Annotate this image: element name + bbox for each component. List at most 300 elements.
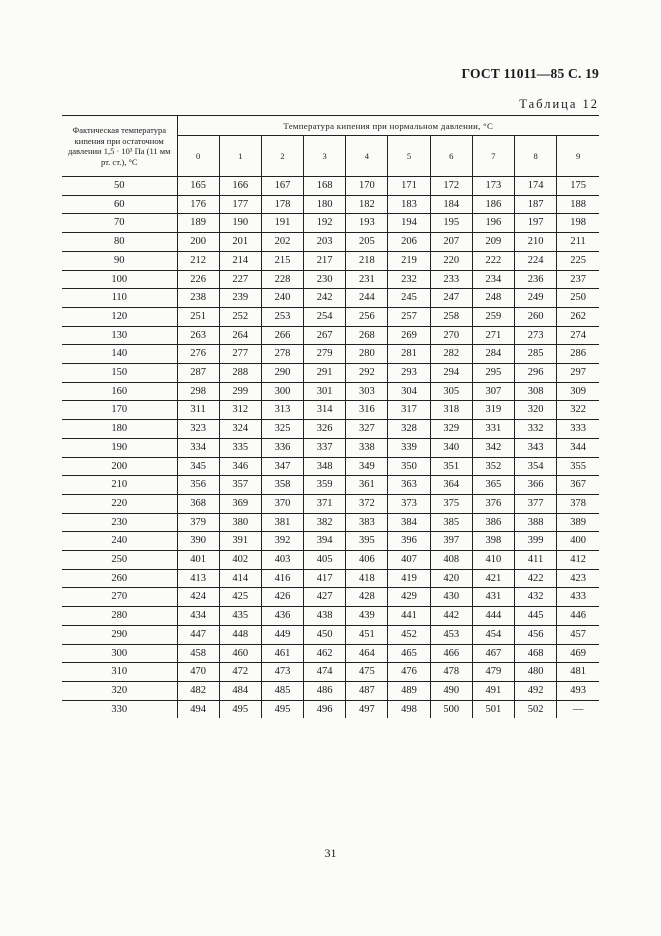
table-cell: 468: [515, 644, 557, 663]
table-cell: 296: [515, 364, 557, 383]
table-cell: 399: [515, 532, 557, 551]
table-cell: 381: [261, 513, 303, 532]
table-cell: 301: [304, 382, 346, 401]
table-cell: 237: [557, 270, 599, 289]
table-cell: 184: [430, 195, 472, 214]
table-cell: 187: [515, 195, 557, 214]
table-cell: 377: [515, 494, 557, 513]
table-cell: 248: [472, 289, 514, 308]
table-cell: 234: [472, 270, 514, 289]
table-cell: 431: [472, 588, 514, 607]
table-cell: 239: [219, 289, 261, 308]
table-cell: 307: [472, 382, 514, 401]
table-cell: 168: [304, 177, 346, 196]
table-cell: 166: [219, 177, 261, 196]
table-cell: 474: [304, 663, 346, 682]
table-cell: 206: [388, 233, 430, 252]
table-cell: 257: [388, 307, 430, 326]
table-cell: 268: [346, 326, 388, 345]
table-cell: 167: [261, 177, 303, 196]
row-temperature-label: 60: [62, 195, 177, 214]
table-cell: 389: [557, 513, 599, 532]
row-temperature-label: 80: [62, 233, 177, 252]
table-cell: 452: [388, 625, 430, 644]
group-column-header: Температура кипения при нормальном давлении, °С: [177, 116, 599, 136]
table-cell: 451: [346, 625, 388, 644]
table-cell: 403: [261, 551, 303, 570]
table-row: [62, 326, 599, 345]
table-cell: 294: [430, 364, 472, 383]
table-cell: 350: [388, 457, 430, 476]
table-cell: 203: [304, 233, 346, 252]
table-cell: 439: [346, 607, 388, 626]
table-row: [62, 700, 599, 718]
table-cell: 329: [430, 420, 472, 439]
column-header-3: 3: [304, 136, 346, 177]
table-cell: 320: [515, 401, 557, 420]
table-cell: 313: [261, 401, 303, 420]
table-cell: 405: [304, 551, 346, 570]
table-cell: 361: [346, 476, 388, 495]
table-cell: 494: [177, 700, 219, 718]
row-temperature-label: 250: [62, 551, 177, 570]
table-cell: 493: [557, 681, 599, 700]
table-row: [62, 588, 599, 607]
table-cell: 355: [557, 457, 599, 476]
table-cell: 297: [557, 364, 599, 383]
table-cell: 222: [472, 251, 514, 270]
table-cell: 198: [557, 214, 599, 233]
table-cell: 478: [430, 663, 472, 682]
table-cell: 371: [304, 494, 346, 513]
table-cell: 475: [346, 663, 388, 682]
table-row: [62, 420, 599, 439]
table-cell: 334: [177, 438, 219, 457]
table-cell: 481: [557, 663, 599, 682]
table-cell: 316: [346, 401, 388, 420]
table-cell: 192: [304, 214, 346, 233]
table-cell: 176: [177, 195, 219, 214]
table-cell: 424: [177, 588, 219, 607]
table-cell: 247: [430, 289, 472, 308]
table-cell: 175: [557, 177, 599, 196]
column-header-2: 2: [261, 136, 303, 177]
table-cell: 417: [304, 569, 346, 588]
table-cell: 495: [219, 700, 261, 718]
table-cell: 425: [219, 588, 261, 607]
table-cell: 207: [430, 233, 472, 252]
table-cell: 325: [261, 420, 303, 439]
table-cell: 369: [219, 494, 261, 513]
table-cell: 357: [219, 476, 261, 495]
table-cell: 428: [346, 588, 388, 607]
row-temperature-label: 190: [62, 438, 177, 457]
table-cell: 445: [515, 607, 557, 626]
table-cell: 264: [219, 326, 261, 345]
table-cell: 489: [388, 681, 430, 700]
row-temperature-label: 170: [62, 401, 177, 420]
table-cell: 391: [219, 532, 261, 551]
table-cell: 491: [472, 681, 514, 700]
table-cell: 271: [472, 326, 514, 345]
table-cell: 258: [430, 307, 472, 326]
table-cell: 366: [515, 476, 557, 495]
table-cell: 400: [557, 532, 599, 551]
table-cell: 497: [346, 700, 388, 718]
table-cell: 408: [430, 551, 472, 570]
row-temperature-label: 200: [62, 457, 177, 476]
table-cell: 279: [304, 345, 346, 364]
table-cell: 453: [430, 625, 472, 644]
column-header-9: 9: [557, 136, 599, 177]
table-cell: 276: [177, 345, 219, 364]
table-cell: 317: [388, 401, 430, 420]
table-cell: 298: [177, 382, 219, 401]
table-cell: 322: [557, 401, 599, 420]
table-row: [62, 401, 599, 420]
table-cell: 285: [515, 345, 557, 364]
table-cell: 396: [388, 532, 430, 551]
table-cell: 465: [388, 644, 430, 663]
table-cell: 228: [261, 270, 303, 289]
table-cell: 402: [219, 551, 261, 570]
table-row: [62, 644, 599, 663]
table-cell: 251: [177, 307, 219, 326]
table-cell: 476: [388, 663, 430, 682]
table-cell: 299: [219, 382, 261, 401]
table-cell: 426: [261, 588, 303, 607]
table-cell: 416: [261, 569, 303, 588]
table-cell: 448: [219, 625, 261, 644]
table-cell: 447: [177, 625, 219, 644]
row-temperature-label: 260: [62, 569, 177, 588]
table-cell: 173: [472, 177, 514, 196]
table-cell: 339: [388, 438, 430, 457]
table-cell: 287: [177, 364, 219, 383]
table-row: [62, 513, 599, 532]
row-temperature-label: 180: [62, 420, 177, 439]
table-cell: 303: [346, 382, 388, 401]
table-cell: 485: [261, 681, 303, 700]
table-cell: 384: [388, 513, 430, 532]
table-cell: 380: [219, 513, 261, 532]
table-cell: 454: [472, 625, 514, 644]
table-cell: 470: [177, 663, 219, 682]
table-cell: 462: [304, 644, 346, 663]
table-cell: 178: [261, 195, 303, 214]
table-cell: 444: [472, 607, 514, 626]
table-cell: 295: [472, 364, 514, 383]
table-cell: 434: [177, 607, 219, 626]
table-cell: 392: [261, 532, 303, 551]
table-row: [62, 364, 599, 383]
table-cell: 324: [219, 420, 261, 439]
table-cell: 390: [177, 532, 219, 551]
table-row: [62, 214, 599, 233]
table-cell: 501: [472, 700, 514, 718]
table-cell: 202: [261, 233, 303, 252]
table-cell: 282: [430, 345, 472, 364]
table-cell: 345: [177, 457, 219, 476]
table-cell: 336: [261, 438, 303, 457]
table-cell: 385: [430, 513, 472, 532]
table-cell: 458: [177, 644, 219, 663]
table-cell: 449: [261, 625, 303, 644]
table-cell: 397: [430, 532, 472, 551]
table-cell: 438: [304, 607, 346, 626]
table-cell: 460: [219, 644, 261, 663]
table-cell: 183: [388, 195, 430, 214]
table-cell: 193: [346, 214, 388, 233]
table-cell: 280: [346, 345, 388, 364]
table-row: [62, 233, 599, 252]
table-cell: 421: [472, 569, 514, 588]
table-cell: 242: [304, 289, 346, 308]
table-cell: 236: [515, 270, 557, 289]
table-cell: 293: [388, 364, 430, 383]
table-cell: 304: [388, 382, 430, 401]
table-cell: 429: [388, 588, 430, 607]
row-temperature-label: 300: [62, 644, 177, 663]
table-cell: 359: [304, 476, 346, 495]
table-cell: 422: [515, 569, 557, 588]
table-cell: 457: [557, 625, 599, 644]
table-row: [62, 307, 599, 326]
table-cell: 277: [219, 345, 261, 364]
table-cell: 461: [261, 644, 303, 663]
table-cell: 232: [388, 270, 430, 289]
table-cell: 365: [472, 476, 514, 495]
table-cell: 332: [515, 420, 557, 439]
table-cell: 435: [219, 607, 261, 626]
table-cell: 319: [472, 401, 514, 420]
table-cell: 450: [304, 625, 346, 644]
table-cell: 308: [515, 382, 557, 401]
table-body: [62, 177, 599, 719]
table-row: [62, 681, 599, 700]
table-cell: 309: [557, 382, 599, 401]
table-cell: 327: [346, 420, 388, 439]
table-cell: 209: [472, 233, 514, 252]
table-cell: 220: [430, 251, 472, 270]
table-cell: 278: [261, 345, 303, 364]
table-cell: 418: [346, 569, 388, 588]
row-temperature-label: 90: [62, 251, 177, 270]
table-cell: 388: [515, 513, 557, 532]
table-cell: 414: [219, 569, 261, 588]
table-cell: 284: [472, 345, 514, 364]
table-cell: 498: [388, 700, 430, 718]
table-cell: 500: [430, 700, 472, 718]
table-cell: 490: [430, 681, 472, 700]
table-cell: 484: [219, 681, 261, 700]
table-cell: 346: [219, 457, 261, 476]
row-temperature-label: 160: [62, 382, 177, 401]
table-cell: 269: [388, 326, 430, 345]
table-cell: 363: [388, 476, 430, 495]
table-row: [62, 625, 599, 644]
table-cell: 472: [219, 663, 261, 682]
table-cell: 340: [430, 438, 472, 457]
table-cell: 482: [177, 681, 219, 700]
table-cell: 466: [430, 644, 472, 663]
table-cell: 442: [430, 607, 472, 626]
table-row: [62, 551, 599, 570]
table-cell: 171: [388, 177, 430, 196]
row-temperature-label: 140: [62, 345, 177, 364]
table-cell: 253: [261, 307, 303, 326]
table-cell: 188: [557, 195, 599, 214]
table-cell: 502: [515, 700, 557, 718]
table-row: [62, 289, 599, 308]
table-cell: 446: [557, 607, 599, 626]
table-cell: 314: [304, 401, 346, 420]
table-cell: 419: [388, 569, 430, 588]
table-row: [62, 476, 599, 495]
table-cell: 342: [472, 438, 514, 457]
table-cell: 343: [515, 438, 557, 457]
column-header-8: 8: [515, 136, 557, 177]
row-temperature-label: 150: [62, 364, 177, 383]
table-row: [62, 438, 599, 457]
table-cell: 225: [557, 251, 599, 270]
table-cell: 469: [557, 644, 599, 663]
table-cell: 376: [472, 494, 514, 513]
table-caption: Таблица 12: [519, 97, 599, 111]
table-cell: 274: [557, 326, 599, 345]
table-cell: 348: [304, 457, 346, 476]
table-cell: 326: [304, 420, 346, 439]
column-header-5: 5: [388, 136, 430, 177]
row-temperature-label: 220: [62, 494, 177, 513]
table-cell: 401: [177, 551, 219, 570]
table-cell: 473: [261, 663, 303, 682]
table-cell: 224: [515, 251, 557, 270]
table-cell: 356: [177, 476, 219, 495]
row-temperature-label: 290: [62, 625, 177, 644]
table-cell: 394: [304, 532, 346, 551]
table-cell: 436: [261, 607, 303, 626]
row-temperature-label: 50: [62, 177, 177, 196]
table-cell: 270: [430, 326, 472, 345]
table-cell: 333: [557, 420, 599, 439]
table-cell: 395: [346, 532, 388, 551]
table-cell: 180: [304, 195, 346, 214]
table-cell: 186: [472, 195, 514, 214]
table-row: [62, 177, 599, 196]
row-temperature-label: 110: [62, 289, 177, 308]
table-cell: 196: [472, 214, 514, 233]
table-cell: 337: [304, 438, 346, 457]
table-cell: 174: [515, 177, 557, 196]
table-row: [62, 532, 599, 551]
table-row: [62, 569, 599, 588]
table-cell: 420: [430, 569, 472, 588]
table-row: [62, 270, 599, 289]
table-cell: 218: [346, 251, 388, 270]
table-row: [62, 382, 599, 401]
table-cell: 288: [219, 364, 261, 383]
table-cell: 351: [430, 457, 472, 476]
table-cell: 347: [261, 457, 303, 476]
table-cell: 263: [177, 326, 219, 345]
table-cell: 215: [261, 251, 303, 270]
table-cell: 375: [430, 494, 472, 513]
table-cell: 219: [388, 251, 430, 270]
table-cell: 230: [304, 270, 346, 289]
table-row: [62, 345, 599, 364]
table-cell: —: [572, 703, 584, 715]
row-temperature-label: 330: [62, 700, 177, 718]
table-cell: 240: [261, 289, 303, 308]
table-row: [62, 494, 599, 513]
table-cell: 349: [346, 457, 388, 476]
table-cell: 194: [388, 214, 430, 233]
table-cell: 291: [304, 364, 346, 383]
row-temperature-label: 270: [62, 588, 177, 607]
table-cell: 487: [346, 681, 388, 700]
table-row: [62, 251, 599, 270]
table-cell: 467: [472, 644, 514, 663]
table-cell: 165: [177, 177, 219, 196]
table-cell: 338: [346, 438, 388, 457]
table-cell: 290: [261, 364, 303, 383]
table-cell: 300: [261, 382, 303, 401]
table-cell: 331: [472, 420, 514, 439]
table-cell: 286: [557, 345, 599, 364]
table-cell: 382: [304, 513, 346, 532]
table-cell: 495: [261, 700, 303, 718]
table-cell: 430: [430, 588, 472, 607]
table-cell: 368: [177, 494, 219, 513]
table-cell: 352: [472, 457, 514, 476]
table-cell: 217: [304, 251, 346, 270]
table-cell: 411: [515, 551, 557, 570]
table-cell: 172: [430, 177, 472, 196]
page-number: 31: [324, 846, 337, 860]
table-cell: 191: [261, 214, 303, 233]
table-cell: 427: [304, 588, 346, 607]
table-cell: 231: [346, 270, 388, 289]
table-row: [62, 663, 599, 682]
column-header-7: 7: [472, 136, 514, 177]
table-cell: 305: [430, 382, 472, 401]
table-cell: 358: [261, 476, 303, 495]
row-temperature-label: 70: [62, 214, 177, 233]
table-cell: 238: [177, 289, 219, 308]
table-cell: 245: [388, 289, 430, 308]
table-cell: 311: [177, 401, 219, 420]
table-cell: 335: [219, 438, 261, 457]
table-cell: 214: [219, 251, 261, 270]
table-cell: 254: [304, 307, 346, 326]
table-cell: 378: [557, 494, 599, 513]
table-cell: 170: [346, 177, 388, 196]
row-temperature-label: 310: [62, 663, 177, 682]
table-cell: 256: [346, 307, 388, 326]
table-cell: 195: [430, 214, 472, 233]
document-reference: ГОСТ 11011—85 С. 19: [461, 66, 599, 81]
row-temperature-label: 100: [62, 270, 177, 289]
table-row: [62, 457, 599, 476]
table-cell: 233: [430, 270, 472, 289]
table-cell: 190: [219, 214, 261, 233]
table-cell: 267: [304, 326, 346, 345]
table-cell: 281: [388, 345, 430, 364]
table-cell: 249: [515, 289, 557, 308]
table-cell: 407: [388, 551, 430, 570]
table-cell: 370: [261, 494, 303, 513]
